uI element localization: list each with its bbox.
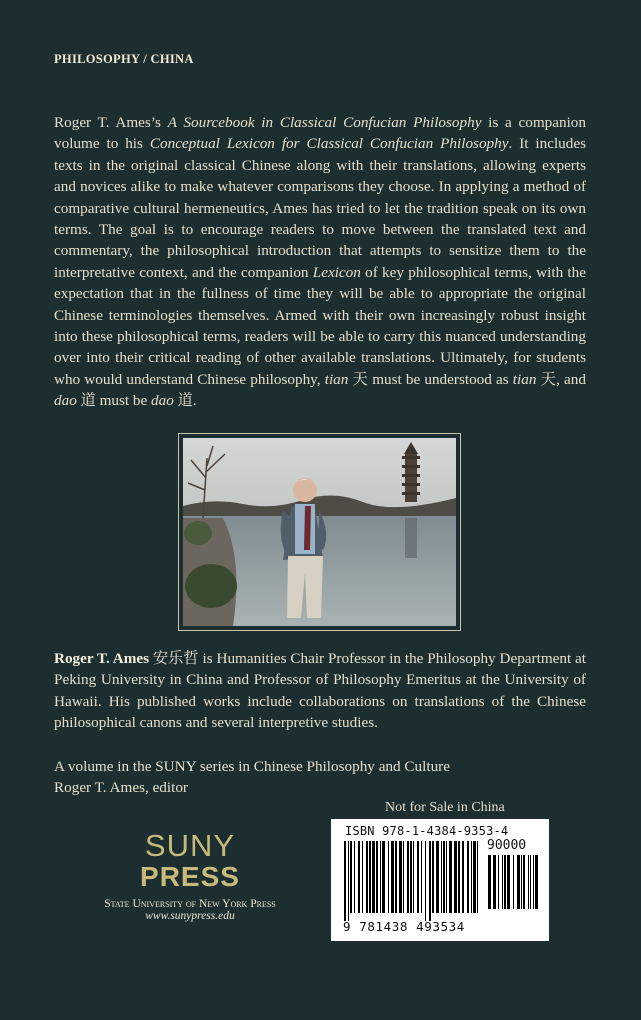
author-name: Roger T. Ames xyxy=(54,650,150,667)
back-cover-blurb xyxy=(54,112,586,412)
barcode-addon-number: 90000 xyxy=(487,838,527,853)
author-photo-illustration xyxy=(183,438,456,626)
blurb-text: . It includes texts in the original classical Chinese along with their translations, allowing experts and novices alike to make whatever comparisons they choose. In applying a method of comparative cultural hermeneutics, Ames has tried to let the tradition speak on its own terms. The goal is to encourage readers to move between the translated text and commentary, the philosophical introduction that attempts to sensitize them to the interpretative context, and the companion xyxy=(54,135,587,281)
isbn-label: ISBN 978-1-4384-9353-4 xyxy=(345,824,509,838)
blurb-text: 道 must be xyxy=(76,392,152,410)
series-name: A volume in the SUNY series in Chinese Philosophy and Culture xyxy=(54,758,450,775)
barcode-number: 9 781438 493534 xyxy=(343,919,465,934)
blurb-title-sourcebook: A Sourcebook in Classical Confucian Philosophy xyxy=(167,114,482,131)
series-info xyxy=(54,756,450,799)
blurb-text: is a companion volume to his xyxy=(54,114,586,153)
barcode-bars-main xyxy=(343,841,483,921)
blurb-term-tian: tian xyxy=(324,370,349,388)
logo-press-text: PRESS xyxy=(140,861,240,892)
blurb-text: Roger T. Ames’s xyxy=(54,114,168,131)
logo-suny-text: SUNY xyxy=(144,828,236,863)
author-photo xyxy=(183,438,456,626)
publisher-url: www.sunypress.edu xyxy=(145,910,235,922)
author-bio-text: 安乐哲 is Humanities Chair Professor in the Philosophy Department at Peking University in China and Professor of Philosophy Emeritus at the University of Hawaii. His published works include collaborations on translations of the Chinese philosophical canons and several interpretive studies. xyxy=(54,650,586,732)
author-photo-frame xyxy=(178,433,461,631)
isbn-barcode xyxy=(331,819,549,941)
blurb-text: 天, and xyxy=(536,370,586,388)
category-label: PHILOSOPHY / CHINA xyxy=(54,52,194,66)
not-for-sale-notice: Not for Sale in China xyxy=(385,800,505,815)
blurb-text: of key philosophical terms, with the expectation that in the fullness of time they will be able to appropriate the original Chinese terminologies themselves. Armed with their own increasingly robust insight into these philosophical terms, readers will be able to carry this nuanced understanding over into their critical reading of other available translations. Ultimately, for students who would understand Chinese philosophy, xyxy=(54,263,586,388)
publisher-logo xyxy=(92,830,288,922)
blurb-title-lexicon: Conceptual Lexicon for Classical Confucian Philosophy xyxy=(149,135,509,153)
blurb-term-dao: dao xyxy=(151,392,174,410)
blurb-term-tian: tian xyxy=(512,370,537,388)
blurb-text: 天 must be understood as xyxy=(348,370,513,388)
blurb-text: 道. xyxy=(173,392,197,410)
blurb-term-dao: dao xyxy=(54,392,77,410)
barcode-bars-addon xyxy=(487,855,539,917)
series-editor: Roger T. Ames, editor xyxy=(54,779,188,797)
author-bio xyxy=(54,648,586,734)
publisher-name: State University of New York Press xyxy=(104,898,276,910)
blurb-term-lexicon: Lexicon xyxy=(312,263,361,281)
